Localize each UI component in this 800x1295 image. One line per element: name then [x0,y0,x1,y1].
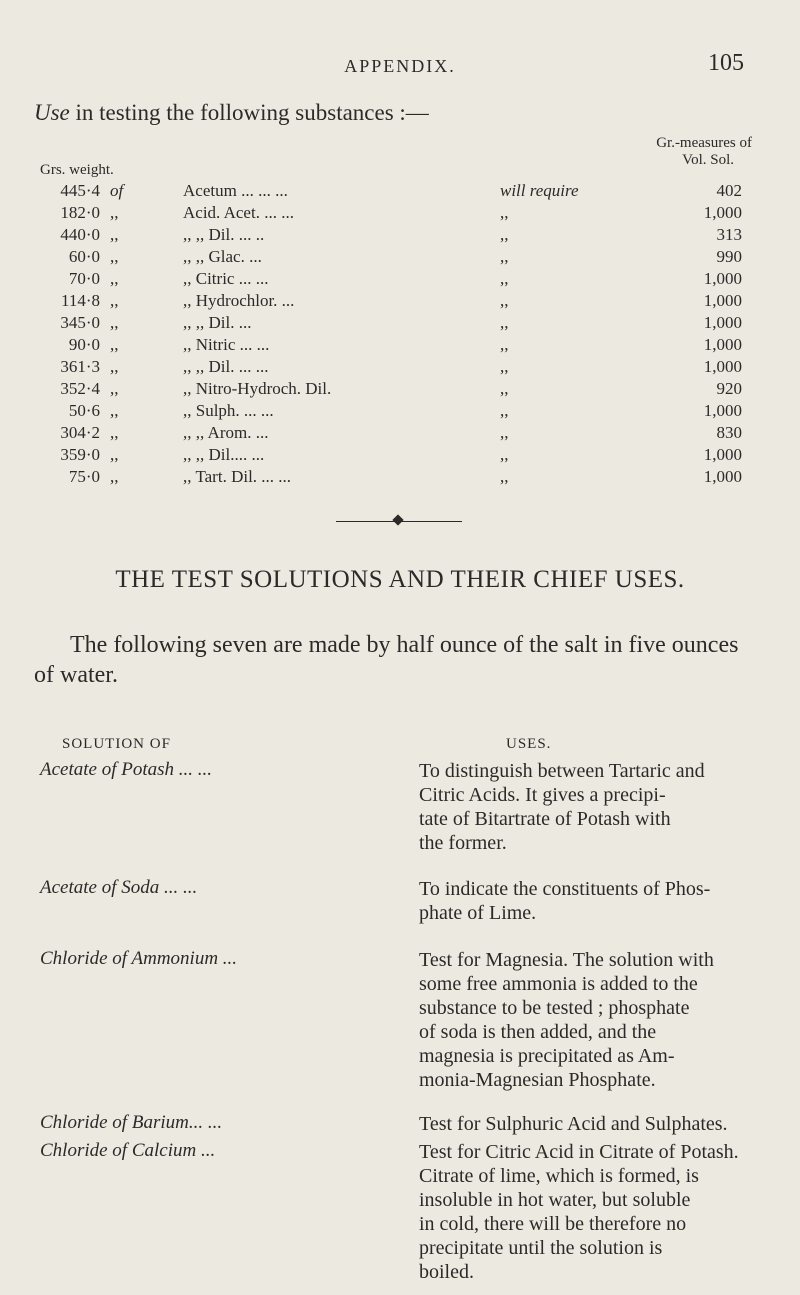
row-volume: 1,000 [703,203,742,222]
page-number: 105 [708,50,744,76]
use-line: Test for Magnesia. The solution with [419,949,714,971]
row-require: ,, [500,313,509,332]
row-weight: 359·0 [60,445,100,464]
table-row [0,247,800,269]
row-of: ,, [110,203,119,222]
row-weight: 440·0 [60,225,100,244]
use-line: Citrate of lime, which is formed, is [419,1165,699,1187]
row-substance: ,, Citric ... ... [183,269,269,288]
row-of-text: of [110,181,124,200]
use-line: tate of Bitartrate of Potash with [419,808,671,830]
use-line: of soda is then added, and the [419,1021,657,1043]
table-row [0,379,800,401]
row-substance: ,, Tart. Dil. ... ... [183,467,292,486]
row-substance: ,, ,, Dil.... ... [183,445,265,464]
row-require: ,, [500,423,509,442]
use-line: monia-Magnesian Phosphate. [419,1069,656,1091]
row-of: ,, [110,313,119,332]
row-require: ,, [500,445,509,464]
row-of: ,, [110,247,119,266]
section-paragraph: The following seven are made by half ounce of the salt in five ounces of water. [34,632,739,688]
row-substance: ,, Nitric ... ... [183,335,270,354]
table-row [0,445,800,467]
row-require: ,, [500,291,509,310]
solution-name: Chloride of Calcium ... [40,1140,216,1161]
row-require: ,, [500,467,509,486]
table-row [0,401,800,423]
intro-lead: Use [34,100,70,125]
row-require: ,, [500,225,509,244]
row-require: ,, [500,379,509,398]
row-volume: 402 [716,181,742,200]
row-require [500,181,579,201]
use-line: To distinguish between Tartaric and [419,760,705,782]
use-line: insoluble in hot water, but soluble [419,1189,691,1211]
table-row [0,335,800,357]
measure-column-header: Gr.-measures of [656,135,752,151]
use-line: phate of Lime. [419,902,537,924]
row-volume: 1,000 [703,269,742,288]
row-require-text: will require [500,181,579,200]
row-of: ,, [110,269,119,288]
use-line: in cold, there will be therefore no [419,1213,687,1235]
solution-use [419,759,747,855]
use-line: the former. [419,832,507,854]
table-row [0,313,800,335]
row-weight: 345·0 [60,313,100,332]
row-weight: 361·3 [60,357,100,376]
row-of [110,181,123,201]
row-substance: ,, ,, Arom. ... [183,423,269,442]
intro-line [34,100,429,126]
row-substance: Acid. Acet. ... ... [183,203,294,222]
table-row [0,181,800,203]
row-substance: ,, ,, Dil. ... .. [183,225,265,244]
row-require: ,, [500,357,509,376]
row-require: ,, [500,269,509,288]
row-substance: ,, ,, Dil. ... ... [183,357,269,376]
row-weight: 182·0 [60,203,100,222]
table-row [0,423,800,445]
measure-column-header-2: Vol. Sol. [682,152,734,168]
row-of: ,, [110,423,119,442]
row-weight: 75·0 [68,467,100,486]
row-substance: ,, Hydrochlor. ... [183,291,295,310]
use-line: To indicate the constituents of Phos- [419,878,711,900]
row-of: ,, [110,379,119,398]
solution-use [419,1112,747,1136]
row-weight: 304·2 [60,423,100,442]
solution-column-header: SOLUTION OF [62,736,171,752]
row-of: ,, [110,291,119,310]
use-line: magnesia is precipitated as Am- [419,1045,675,1067]
row-volume: 1,000 [703,313,742,332]
row-volume: 990 [716,247,742,266]
solution-name: Acetate of Potash ... ... [40,759,213,780]
row-volume: 1,000 [703,291,742,310]
use-line: precipitate until the solution is [419,1237,663,1259]
use-line: some free ammonia is added to the [419,973,698,995]
row-require: ,, [500,335,509,354]
row-substance: ,, ,, Glac. ... [183,247,262,266]
table-row [0,291,800,313]
solution-name: Acetate of Soda ... ... [40,877,198,898]
table-row [0,225,800,247]
row-substance: ,, Sulph. ... ... [183,401,274,420]
solution-name: Chloride of Barium... ... [40,1112,223,1133]
row-volume: 1,000 [703,335,742,354]
row-volume: 1,000 [703,445,742,464]
row-volume: 1,000 [703,401,742,420]
use-line: Citric Acids. It gives a precipi- [419,784,666,806]
table-row [0,467,800,489]
row-substance: ,, Nitro-Hydroch. Dil. [183,379,332,398]
row-volume: 920 [716,379,742,398]
divider-ornament [392,514,403,525]
use-line: substance to be tested ; phosphate [419,997,690,1019]
row-weight: 70·0 [68,269,100,288]
row-weight: 445·4 [60,181,100,200]
row-of: ,, [110,401,119,420]
table-row [0,203,800,225]
row-require: ,, [500,401,509,420]
row-weight: 60·0 [68,247,100,266]
table-row [0,269,800,291]
row-of: ,, [110,335,119,354]
row-weight: 352·4 [60,379,100,398]
row-require: ,, [500,247,509,266]
row-of: ,, [110,445,119,464]
weight-column-header: Grs. weight. [40,162,114,178]
running-header: APPENDIX. [344,56,456,76]
row-volume: 1,000 [703,467,742,486]
row-of: ,, [110,225,119,244]
row-volume: 830 [716,423,742,442]
uses-column-header: USES. [506,736,552,752]
row-of: ,, [110,357,119,376]
row-volume: 1,000 [703,357,742,376]
use-line: boiled. [419,1261,474,1283]
intro-rest: in testing the following substances :— [69,100,429,125]
row-weight: 114·8 [60,291,100,310]
row-weight: 50·6 [68,401,100,420]
use-line: Test for Sulphuric Acid and Sulphates. [419,1113,728,1135]
solution-use [419,1140,747,1284]
table-row [0,357,800,379]
use-line: Test for Citric Acid in Citrate of Potash. [419,1141,739,1163]
section-title: THE TEST SOLUTIONS AND THEIR CHIEF USES. [115,566,685,593]
row-weight: 90·0 [68,335,100,354]
solution-use [419,948,747,1092]
solution-name: Chloride of Ammonium ... [40,948,238,969]
row-substance: ,, ,, Dil. ... [183,313,252,332]
row-volume: 313 [716,225,742,244]
row-of: ,, [110,467,119,486]
row-substance: Acetum ... ... ... [183,181,288,200]
row-require: ,, [500,203,509,222]
solution-use [419,877,747,925]
